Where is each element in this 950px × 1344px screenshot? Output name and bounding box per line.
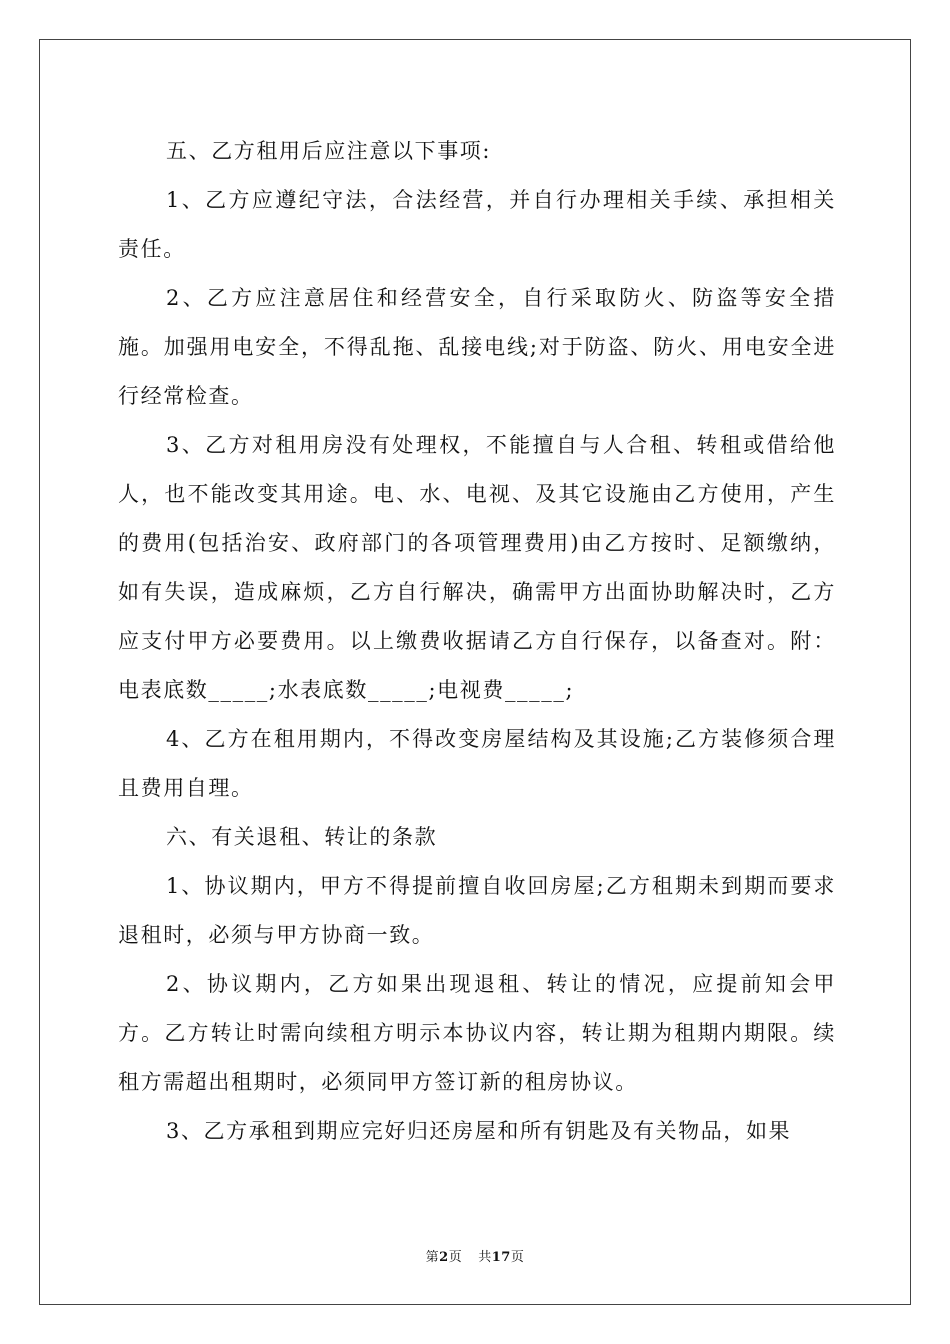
paragraph-section-5-heading: 五、乙方租用后应注意以下事项: — [166, 139, 492, 163]
paragraph-5-3: 3、乙方对租用房没有处理权，不能擅自与人合租、转租或借给他人，也不能改变其用途。电、水、电视、及其它设施由乙方使用，产生的费用(包括治安、政府部门的各项管理费用)由乙方按时、足额缴纳，如有失误，造成麻烦，乙方自行解决，确需甲方出面协助解决时，乙方应支付甲方必要费用。以上缴费收据请乙方自行保存，以备查对。附：电表底数_____;水表底数_____;电视费_____; — [118, 433, 836, 702]
paragraph-5-1: 1、乙方应遵纪守法，合法经营，并自行办理相关手续、承担相关责任。 — [118, 188, 836, 261]
page-prefix: 第 — [425, 1250, 440, 1265]
page-current: 2 — [439, 1250, 449, 1265]
page-unit: 页 — [448, 1250, 463, 1265]
paragraph-5-4: 4、乙方在租用期内，不得改变房屋结构及其设施;乙方装修须合理且费用自理。 — [118, 727, 836, 800]
paragraph-6-2: 2、协议期内，乙方如果出现退租、转让的情况，应提前知会甲方。乙方转让时需向续租方明示本协议内容，转让期为租期内期限。续租方需超出租期时，必须同甲方签订新的租房协议。 — [118, 972, 836, 1094]
document-body — [118, 127, 836, 1156]
page-total: 17 — [491, 1250, 511, 1265]
paragraph-6-3: 3、乙方承租到期应完好归还房屋和所有钥匙及有关物品，如果 — [166, 1119, 792, 1143]
paragraph-section-6-heading: 六、有关退租、转让的条款 — [166, 825, 438, 849]
total-unit: 页 — [510, 1250, 525, 1265]
paragraph-6-1: 1、协议期内，甲方不得提前擅自收回房屋;乙方租期未到期而要求退租时，必须与甲方协商一致。 — [118, 874, 836, 947]
total-prefix: 共 — [478, 1250, 492, 1265]
page-footer — [0, 1246, 950, 1265]
paragraph-5-2: 2、乙方应注意居住和经营安全，自行采取防火、防盗等安全措施。加强用电安全，不得乱拖、乱接电线;对于防盗、防火、用电安全进行经常检查。 — [118, 286, 836, 408]
